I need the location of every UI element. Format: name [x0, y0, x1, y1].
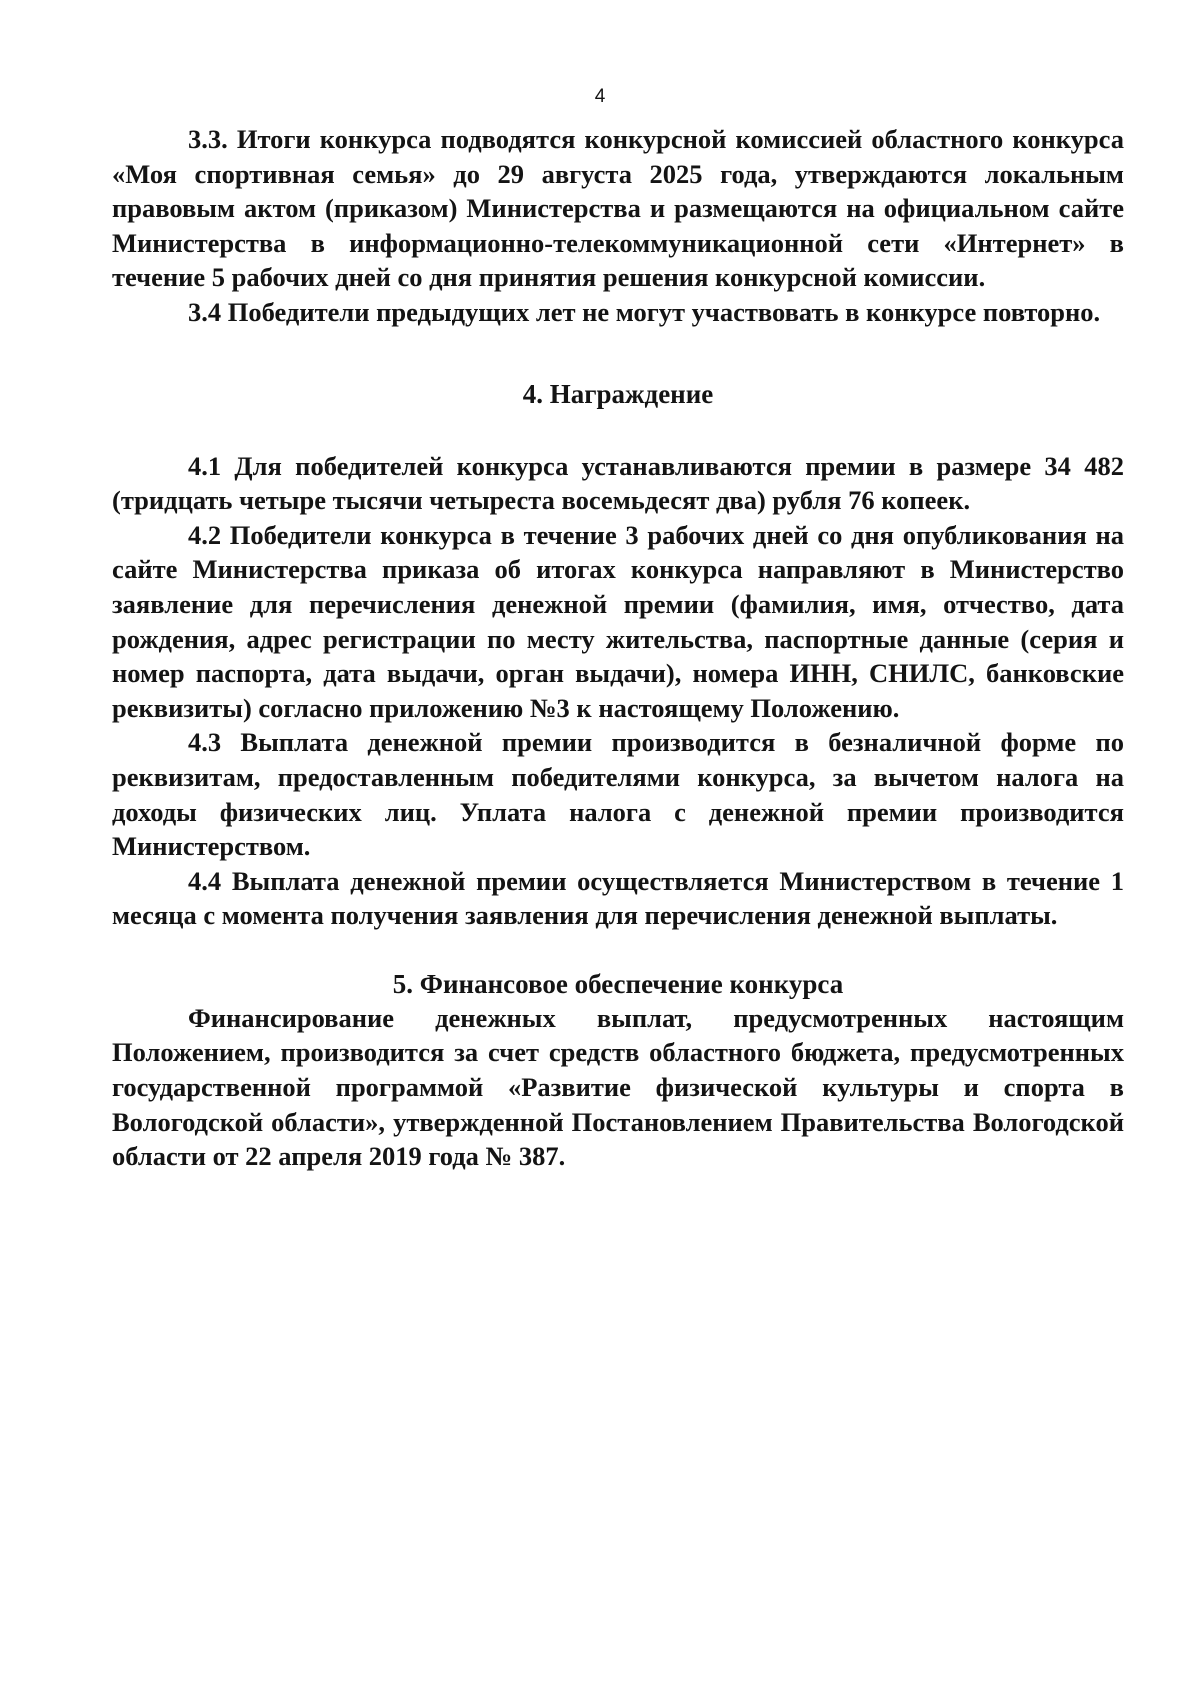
paragraph-4-4: 4.4 Выплата денежной премии осуществляется Министерством в течение 1 месяца с момента получения заявления для перечисления денежной выплаты. — [112, 865, 1124, 931]
paragraph-3-3: 3.3. Итоги конкурса подводятся конкурсной комиссией областного конкурса «Моя спортивная семья» до 29 августа 2025 года, утверждаются локальным правовым актом (приказом) Министерства и размещаются на официальном сайте Министерства в информационно-телекоммуникационной сети «Интернет» в течение 5 рабочих дней со дня принятия решения конкурсной комиссии. — [112, 124, 1124, 293]
section-5-heading: 5. Финансовое обеспечение конкурса — [392, 968, 844, 999]
page-number: 4 — [594, 86, 606, 107]
section-4-heading: 4. Награждение — [522, 378, 714, 409]
paragraph-4-1: 4.1 Для победителей конкурса устанавливаются премии в размере 34 482 (тридцать четыре тысячи четыреста восемьдесят два) рубля 76 копеек. — [112, 450, 1124, 516]
document-body — [112, 122, 1124, 1174]
paragraph-4-3: 4.3 Выплата денежной премии производится в безналичной форме по реквизитам, предоставленным победителями конкурса, за вычетом налога на доходы физических лиц. Уплата налога с денежной премии производится Министерством. — [112, 727, 1124, 862]
paragraph-4-2: 4.2 Победители конкурса в течение 3 рабочих дней со дня опубликования на сайте Министерства приказа об итогах конкурса направляют в Министерство заявление для перечисления денежной премии (фамилия, имя, отчество, дата рождения, адрес регистрации по месту жительства, паспортные данные (серия и номер паспорта, дата выдачи, орган выдачи), номера ИНН, СНИЛС, банковские реквизиты) согласно приложению №3 к настоящему Положению. — [112, 519, 1124, 723]
paragraph-5-1: Финансирование денежных выплат, предусмотренных настоящим Положением, производится за счет средств областного бюджета, предусмотренных государственной программой «Развитие физической культуры и спорта в Вологодской области», утвержденной Постановлением Правительства Вологодской области от 22 апреля 2019 года № 387. — [112, 1002, 1124, 1172]
paragraph-3-4: 3.4 Победители предыдущих лет не могут участвовать в конкурсе повторно. — [188, 296, 1101, 327]
